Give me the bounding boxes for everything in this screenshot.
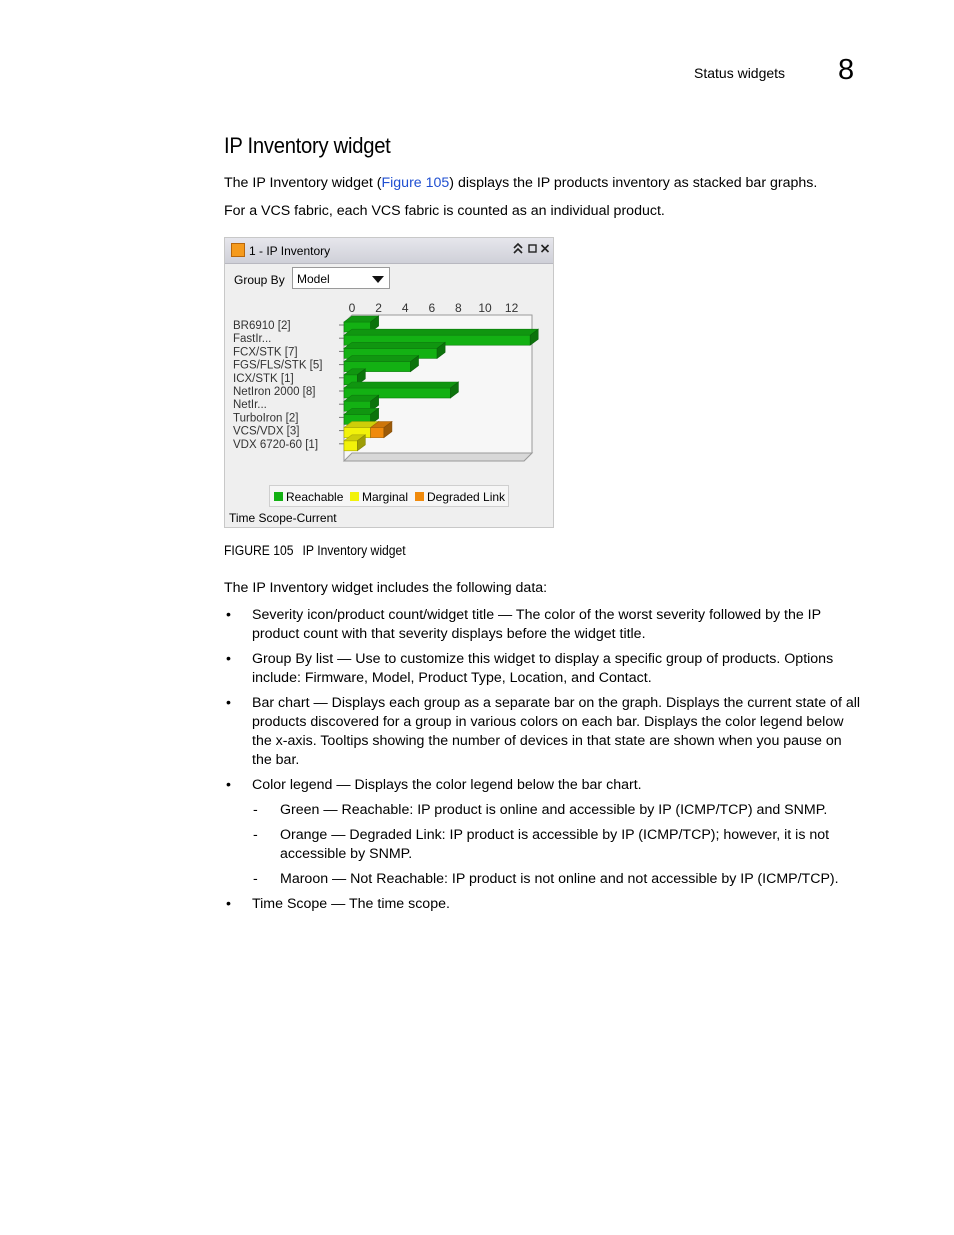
chart-floor [344,453,532,461]
category-label: FGS/FLS/STK [5] [233,359,323,372]
category-label: TurboIron [2] [233,412,299,425]
dash: - [253,827,258,843]
legend-item-marginal [350,490,408,504]
list-item [224,895,864,914]
x-tick-label: 8 [455,301,462,315]
group-by-value: Model [297,272,330,286]
list-item [224,606,864,644]
widget-name: IP Inventory [252,580,328,596]
x-tick-label: 2 [375,301,382,315]
sub-list-item-text: Orange — Degraded Link: IP product is accessible by IP (ICMP/TCP); however, it is not accessible by SNMP. [280,827,830,862]
x-tick-label: 0 [348,301,356,315]
sub-list-item [224,826,864,864]
sub-list-item-text: Green — Reachable: IP product is online and accessible by IP (ICMP/TCP) and SNMP. [280,802,828,818]
figure-link[interactable]: Figure 105 [381,175,450,191]
sub-list-item [224,801,864,820]
includes-paragraph [224,579,547,598]
legend-swatch [350,492,359,501]
time-scope: Time Scope-Current [229,511,337,525]
legend-item-reachable [274,490,343,504]
bullet: • [226,607,231,623]
bullet: • [226,896,231,912]
category-label: NetIr... [233,399,267,412]
widget-title-bar [225,238,553,264]
text: widget ( [327,175,382,191]
ui-term: Group By [252,651,312,667]
category-label: FastIr... [233,333,272,346]
list-item-text: Severity icon/product count/widget title — The color of the worst severity followed by the IP product count with that severity displays before the widget title. [252,607,821,642]
category-label: BR6910 [2] [233,320,291,332]
collapse-icon[interactable] [513,242,523,257]
x-tick-label: 12 [504,301,519,315]
inventory-bar-chart [225,294,553,484]
chart-legend [269,485,509,507]
widget-name: IP Inventory [252,175,328,191]
x-tick-label: 6 [428,301,436,315]
list-item [224,776,864,795]
list-item [224,650,864,688]
list-item-text: Color legend — Displays the color legend below the bar chart. [252,777,642,793]
widget-title: 1 - IP Inventory [249,244,331,258]
legend-label: Degraded Link [427,490,506,504]
list-item [224,694,864,770]
chapter-number: 8 [838,54,855,86]
bullet: • [226,695,231,711]
dash: - [253,802,258,818]
legend-item-degraded [415,490,505,504]
group-by-label: Group By [234,273,285,287]
list-item-text: Time Scope — The time scope. [252,896,450,912]
feature-list [224,606,864,920]
text: The [224,580,253,596]
intro-paragraph-2: For a VCS fabric, each VCS fabric is counted as an individual product. [224,203,665,219]
category-label: NetIron 2000 [8] [233,386,316,398]
bar-segment-top [344,329,538,335]
category-label: ICX/STK [1] [233,372,294,385]
list-item-text: Bar chart — Displays each group as a separate bar on the graph. Displays the current state of all products discovered for a group in various colors on each bar. Displays the color legend below the x-axis. Tooltips showing the number of devices in that state are shown when you pause on the bar. [252,695,861,768]
legend-label: Marginal [362,490,409,504]
x-tick-label: 10 [478,301,492,315]
figure-caption [224,543,406,558]
bar-segment-top [344,342,445,348]
section-heading: IP Inventory widget [224,133,391,158]
sub-list-item-text: Maroon — Not Reachable: IP product is not online and not accessible by IP (ICMP/TCP). [280,871,839,887]
bar-segment [344,441,357,451]
text: , and [563,670,599,686]
bullet: • [226,777,231,793]
text: , [410,670,419,686]
text: The [224,175,253,191]
close-icon[interactable] [540,242,550,257]
ui-term: Contact [598,670,648,686]
intro-paragraph-1 [224,174,817,193]
text: . [647,670,652,686]
figure-title: IP Inventory widget [302,543,406,558]
ui-term: Product Type [418,670,502,686]
ip-inventory-widget [224,237,554,528]
x-tick-label: 4 [401,301,409,315]
legend-swatch [415,492,424,501]
ui-term: Model [371,670,411,686]
category-label: VDX 6720-60 [1] [233,438,319,451]
ui-term: Firmware [304,670,364,686]
legend-swatch [274,492,283,501]
bar-segment-top [344,356,419,362]
bar-segment-top [344,382,458,388]
running-header-section: Status widgets [694,65,786,81]
text: , [501,670,510,686]
text: list — Use to customize this widget to display a specific group of products. Options include: [252,651,834,686]
bullet: • [226,651,231,667]
ui-term: Location [509,670,564,686]
text: widget includes the following data: [327,580,548,596]
dash: - [253,871,258,887]
text: , [363,670,372,686]
category-label: VCS/VDX [3] [233,425,300,438]
figure-label: FIGURE 105 [224,543,294,558]
group-by-select[interactable] [292,267,390,289]
legend-label: Reachable [286,490,344,504]
category-label: FCX/STK [7] [233,346,298,359]
maximize-icon[interactable] [528,242,538,257]
bar-segment [371,428,384,438]
severity-icon [231,243,245,257]
chevron-down-icon [372,276,384,283]
text: ) displays the IP products inventory as stacked bar graphs. [449,175,818,191]
sub-list-item [224,870,864,889]
